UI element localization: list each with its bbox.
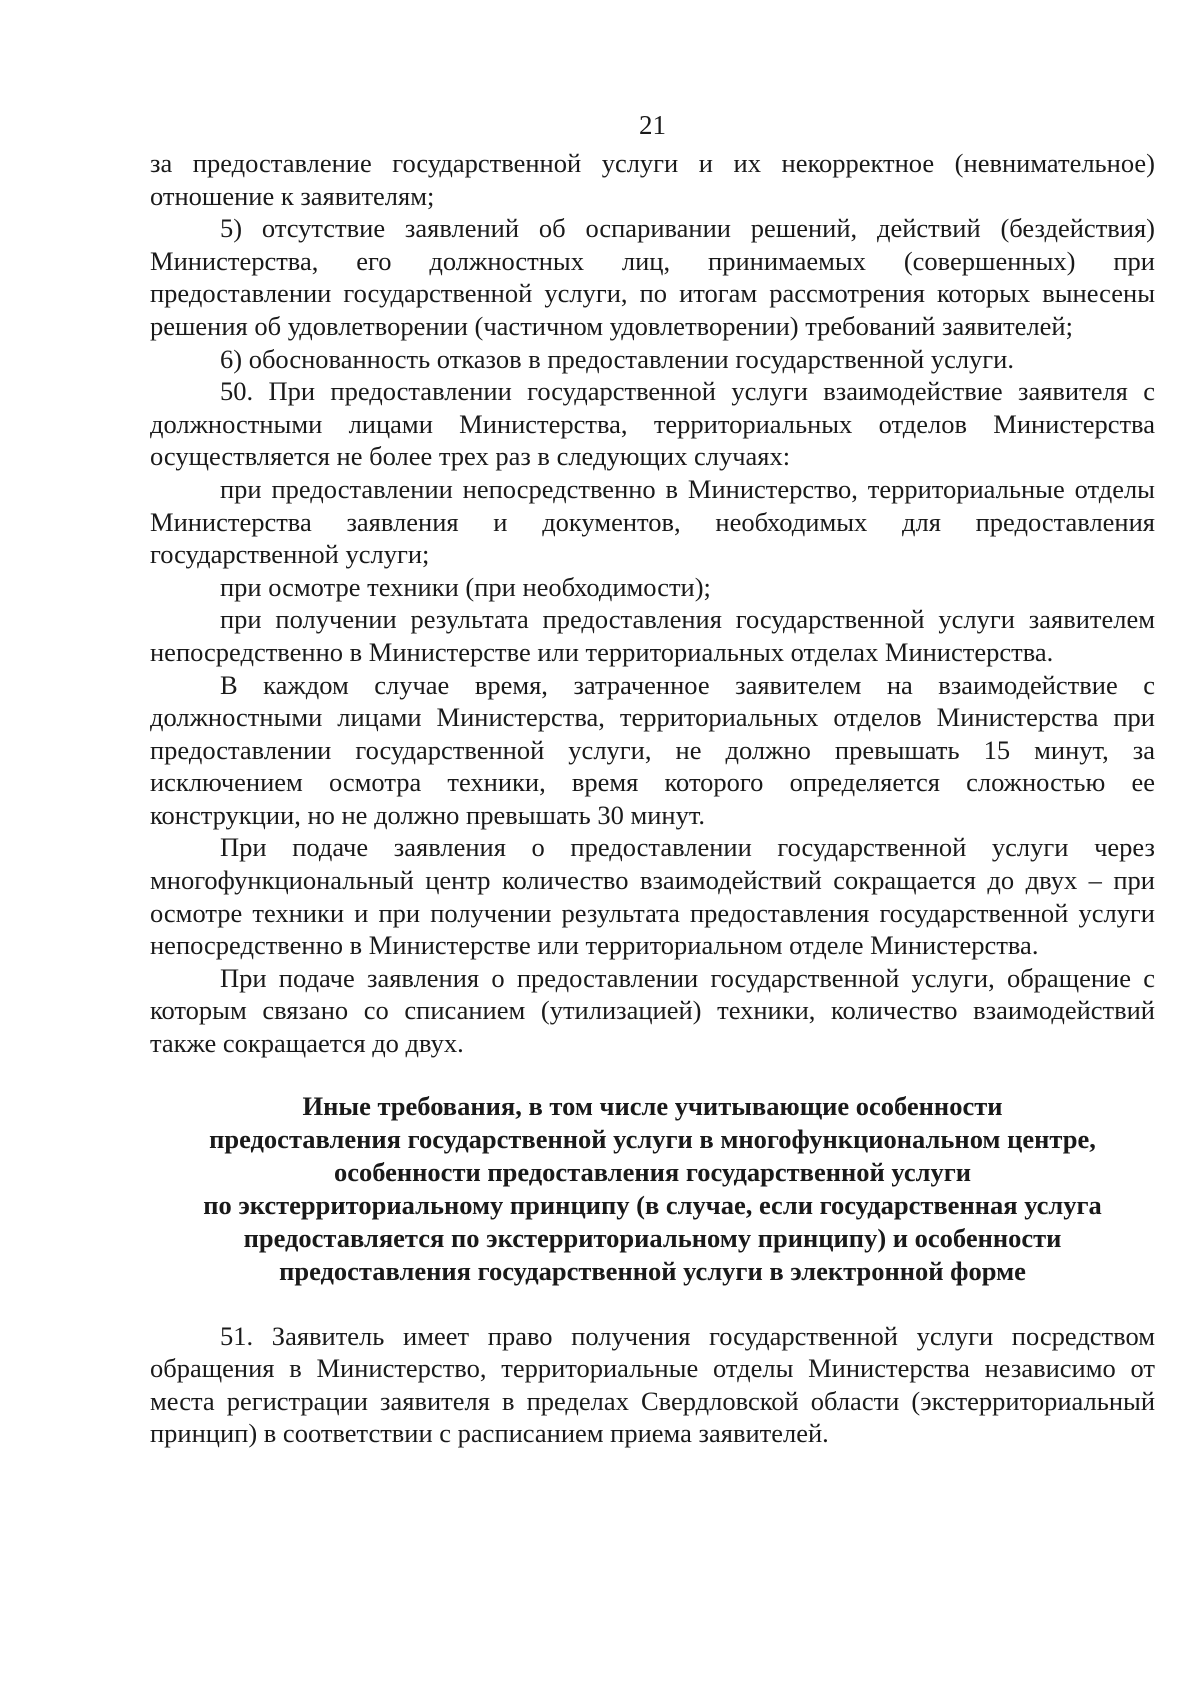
section-heading <box>150 1090 1155 1288</box>
paragraph-case-result: при получении результата предоставления государственной услуги заявителем непосредственно в Министерстве или территориальных отделах Министерства. <box>150 604 1155 667</box>
body-text-after <box>150 1320 1155 1450</box>
paragraph-time-limits: В каждом случае время, затраченное заявителем на взаимодействие с должностными лицами Министерства, территориальных отделов Министерства при предоставлении государственной услуги, не должно превышать 15 минут, за исключением осмотра техники, время которого определяется сложностью ее конструкции, но не должно превышать 30 минут. <box>150 669 1155 830</box>
heading-line: по экстерриториальному принципу (в случае, если государственная услуга <box>203 1189 1102 1220</box>
paragraph-clause-51: 51. Заявитель имеет право получения государственной услуги посредством обращения в Министерство, территориальные отделы Министерства независимо от места регистрации заявителя в пределах Свердловской области (экстерриториальный принцип) в соответствии с расписанием приема заявителей. <box>150 1320 1155 1449</box>
heading-line: особенности предоставления государственной услуги <box>333 1156 972 1187</box>
paragraph-mfc-interactions: При подаче заявления о предоставлении государственной услуги через многофункциональный центр количество взаимодействий сокращается до двух – при осмотре техники и при получении результата предоставления государственной услуги непосредственно в Министерстве или территориальном отделе Министерства. <box>150 832 1155 961</box>
spacer <box>150 1288 1155 1320</box>
heading-line: Иные требования, в том числе учитывающие особенности <box>302 1090 1003 1121</box>
heading-line: предоставляется по экстерриториальному принципу) и особенности <box>243 1222 1062 1253</box>
paragraph-case-submission: при предоставлении непосредственно в Министерство, территориальные отделы Министерства заявления и документов, необходимых для предоставления государственной услуги; <box>150 473 1155 570</box>
page-number: 21 <box>639 110 666 140</box>
document-page <box>150 105 1155 1450</box>
heading-line: предоставления государственной услуги в электронной форме <box>279 1255 1026 1286</box>
heading-line: предоставления государственной услуги в многофункциональном центре, <box>209 1123 1096 1154</box>
paragraph-item-5: 5) отсутствие заявлений об оспаривании решений, действий (бездействия) Министерства, его должностных лиц, принимаемых (совершенных) при предоставлении государственной услуги, по итогам рассмотрения которых вынесены решения об удовлетворении (частичном удовлетворении) требований заявителей; <box>150 213 1155 341</box>
paragraph-item-6: 6) обоснованность отказов в предоставлении государственной услуги. <box>220 343 1014 374</box>
paragraph-case-inspection: при осмотре техники (при необходимости); <box>220 571 711 602</box>
paragraph-continuation: за предоставление государственной услуги и их некорректное (невнимательное) отношение к заявителям; <box>150 148 1155 211</box>
paragraph-clause-50: 50. При предоставлении государственной услуги взаимодействие заявителя с должностными лицами Министерства, территориальных отделов Министерства осуществляется не более трех раз в следующих случаях: <box>150 376 1155 472</box>
paragraph-disposal-interactions: При подаче заявления о предоставлении государственной услуги, обращение с которым связано со списанием (утилизацией) техники, количество взаимодействий также сокращается до двух. <box>150 962 1155 1059</box>
body-text-before <box>150 147 1155 1060</box>
